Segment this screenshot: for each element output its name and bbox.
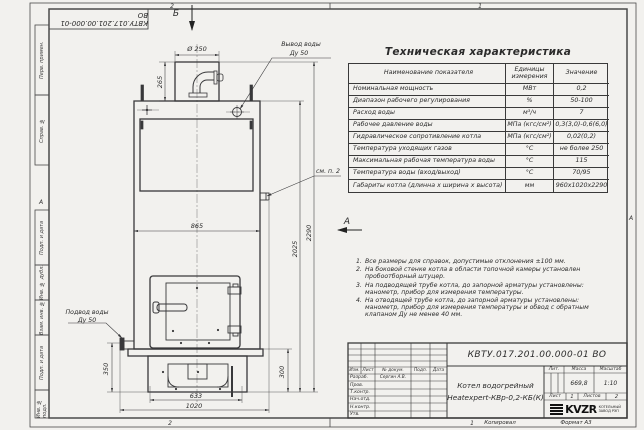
role-nachotd: Нач.отд.: [350, 397, 371, 402]
pedestal-opening: [168, 364, 228, 387]
spec-row-name: Гидравлическое сопротивление котла: [349, 132, 506, 144]
spec-row-value: 960х1020х2290: [555, 181, 608, 189]
inlet-label-line1: Подвод воды: [65, 309, 109, 316]
note-number: 2.: [356, 266, 362, 274]
spec-table-title: Техническая характеристика: [384, 46, 572, 58]
dim-865: 865: [190, 222, 204, 230]
sheet-value: 1: [570, 393, 574, 400]
dim-d250: Ø 250: [187, 45, 207, 53]
col-podp: Подп.: [413, 368, 428, 373]
col-list: Лист: [362, 368, 374, 373]
dim-2290: 2290: [305, 224, 313, 242]
kvzr-logo-text: KVZR: [565, 402, 597, 416]
inlet-label-line2: Ду 50: [77, 317, 97, 324]
spec-row-value: 70/95: [554, 168, 609, 180]
role-nkontr: Н.контр.: [350, 404, 371, 410]
spec-col-name: Наименование показателя: [349, 64, 506, 84]
spec-row-value: 115: [554, 156, 609, 168]
titleblock-product-name: [447, 366, 544, 418]
lit-label: Лит.: [548, 367, 560, 372]
note-item: [352, 297, 610, 319]
spec-row-unit: МВт: [506, 84, 554, 96]
kvzr-logo-icon: [550, 404, 563, 415]
outlet-label-line1: Вывод воды: [281, 41, 321, 48]
kvzr-logo-subtitle: [599, 405, 621, 413]
zone-letter-right: А: [628, 215, 634, 222]
scale-label: Масштаб: [599, 367, 622, 372]
note-number: 4.: [356, 296, 362, 304]
top-post-left: [141, 85, 144, 101]
spec-row-unit: МПа (кгс/см²): [506, 120, 554, 132]
spec-row-name: Расход воды: [349, 108, 506, 120]
note-number: 3.: [356, 281, 362, 289]
note-text: На боковой стенке котла в области топочной камеры установлен пробоотборный штуцер.: [365, 266, 581, 281]
zone-top-left: 2: [170, 3, 174, 10]
notes-list: [352, 258, 610, 320]
side-label-inv-podl: Инв. № подл.: [36, 398, 48, 418]
company-logo: [544, 400, 627, 418]
zone-letter-left: А: [38, 199, 44, 206]
spec-row-value: не более 250: [554, 144, 609, 156]
spec-row-unit: МПа (кгс/см²): [506, 132, 554, 144]
spec-row-value: 7: [554, 108, 609, 120]
dim-2025: 2025: [291, 240, 299, 258]
gusset-left: [168, 376, 179, 387]
outlet-label-line2: Ду 50: [289, 50, 309, 57]
zone-bottom-left: 2: [168, 420, 172, 427]
spec-row-unit: %: [506, 96, 554, 108]
spec-row-name: Рабочее давление воды: [349, 120, 506, 132]
upper-panel: [140, 119, 253, 191]
spec-row-name: Температура воды (вход/выход): [349, 168, 506, 180]
gusset-right: [217, 376, 228, 387]
furnace-door: [150, 276, 240, 348]
dim-633: 633: [189, 392, 203, 400]
water-inlet-fitting: [120, 338, 134, 350]
developer-name: Сергин А.В.: [379, 375, 407, 380]
spec-table: [348, 46, 608, 193]
role-utv: Утв.: [350, 412, 360, 417]
spec-row-name: Номинальная мощность: [349, 84, 506, 96]
zone-top-right: 1: [478, 3, 482, 10]
see-note-label: см. п. 2: [316, 168, 340, 175]
view-b-label: Б: [172, 9, 180, 19]
bolt-dots: [162, 287, 221, 390]
door-handle: [153, 302, 187, 313]
footer-format: Формат А3: [560, 420, 592, 426]
product-name-line2: Heatexpert-КВр-0,2-КБ(К): [447, 393, 544, 402]
panel-latch-left: [141, 121, 143, 129]
zone-bottom-right: 1: [470, 420, 474, 427]
side-label-podp-data-2: Подп. и дата: [39, 345, 45, 380]
sheets-label: Листов: [583, 394, 601, 399]
sampling-fitting: [260, 193, 269, 200]
side-label-vzam-inv: Взам. инв. №: [39, 300, 45, 335]
sheets-value: 2: [614, 393, 619, 400]
titleblock-doc-number: КВТУ.017.201.00.000-01 ВО: [467, 349, 607, 360]
logo-sub-line1: КОТЕЛЬНЫЙ: [598, 404, 621, 409]
note-text: Все размеры для справок, допустимые отклонения ±100 мм.: [365, 258, 566, 265]
elbow-fitting: [189, 71, 223, 97]
mass-value: 669,8: [570, 379, 588, 387]
mount-cross-mark: [142, 105, 152, 115]
role-razrab: Разраб.: [350, 375, 369, 380]
product-name-line1: Котел водогрейный: [457, 381, 534, 391]
water-outlet-port: [230, 105, 244, 119]
col-izm: Изм.: [349, 368, 360, 373]
col-doc: № докум.: [382, 368, 404, 373]
side-label-podp-data-1: Подп. и дата: [39, 220, 45, 255]
extension-lines: [107, 51, 318, 413]
spec-row-name: Максимальная рабочая температура воды: [349, 156, 506, 168]
spec-row-name: Габариты котла (длинна х ширина х высота): [349, 180, 506, 192]
spec-row-name: Диапазон рабочего регулирования: [349, 96, 506, 108]
note-item: [352, 282, 610, 296]
spec-col-value: Значение: [554, 64, 609, 84]
dim-265: 265: [156, 75, 164, 89]
mass-label: Масса: [571, 367, 587, 372]
spec-row-value: 0,02(0,2): [554, 132, 609, 144]
sheet-label: Лист: [549, 394, 561, 399]
spec-row-value: 0,2: [554, 84, 609, 96]
spec-row-unit: м³/ч: [506, 108, 554, 120]
dim-300: 300: [278, 365, 286, 379]
spec-row-name: Температура уходящих газов: [349, 144, 506, 156]
spec-row-unit: °С: [506, 168, 554, 180]
role-prov: Пров.: [350, 382, 364, 388]
note-number: 1.: [356, 258, 362, 265]
role-tkontr: Т.контр.: [350, 390, 370, 395]
view-arrows: [192, 5, 362, 230]
logo-sub-line2: ЗАВОД РЭП: [598, 409, 619, 413]
view-a-label: А: [343, 217, 351, 227]
dimension-lines: [112, 55, 314, 410]
col-data: Дата: [432, 368, 445, 373]
note-item: [352, 266, 610, 280]
note-text: На подводящей трубе котла, до запорной арматуры установлены: манометр, прибор для измерения температуры.: [365, 281, 584, 296]
spec-row-value: 0,3(3,0)-0,6(6,0): [554, 120, 609, 132]
base-plate: [128, 349, 263, 356]
note-item: [352, 258, 610, 265]
spec-row-value: 50-100: [554, 96, 609, 108]
spec-row-unit: °С: [506, 144, 554, 156]
note-text: На отводящей трубе котла, до запорной арматуры установлены: манометр, прибор для измерения температуры и обвод с обратным клапаном Ду не менее 40 мм.: [365, 296, 589, 319]
spec-row-unit: °С: [506, 156, 554, 168]
spec-table-grid: [348, 63, 608, 193]
side-label-sprav-no: Справ. №: [39, 117, 45, 143]
spec-row-unit: мм: [506, 180, 554, 192]
dim-350: 350: [102, 362, 110, 376]
footer-copied: Копировал: [484, 420, 516, 426]
corner-stamp: КВТУ.017.201.00.000-01 ВО: [60, 11, 148, 27]
dim-1020: 1020: [185, 402, 203, 410]
side-label-perv-primen: Перв. примен.: [39, 41, 45, 79]
panel-latch-right: [250, 121, 252, 129]
scale-value: 1:10: [603, 379, 618, 387]
side-label-inv-dubl: Инв. № дубл.: [39, 264, 45, 300]
spec-col-units: Единицы измерения: [506, 64, 554, 84]
